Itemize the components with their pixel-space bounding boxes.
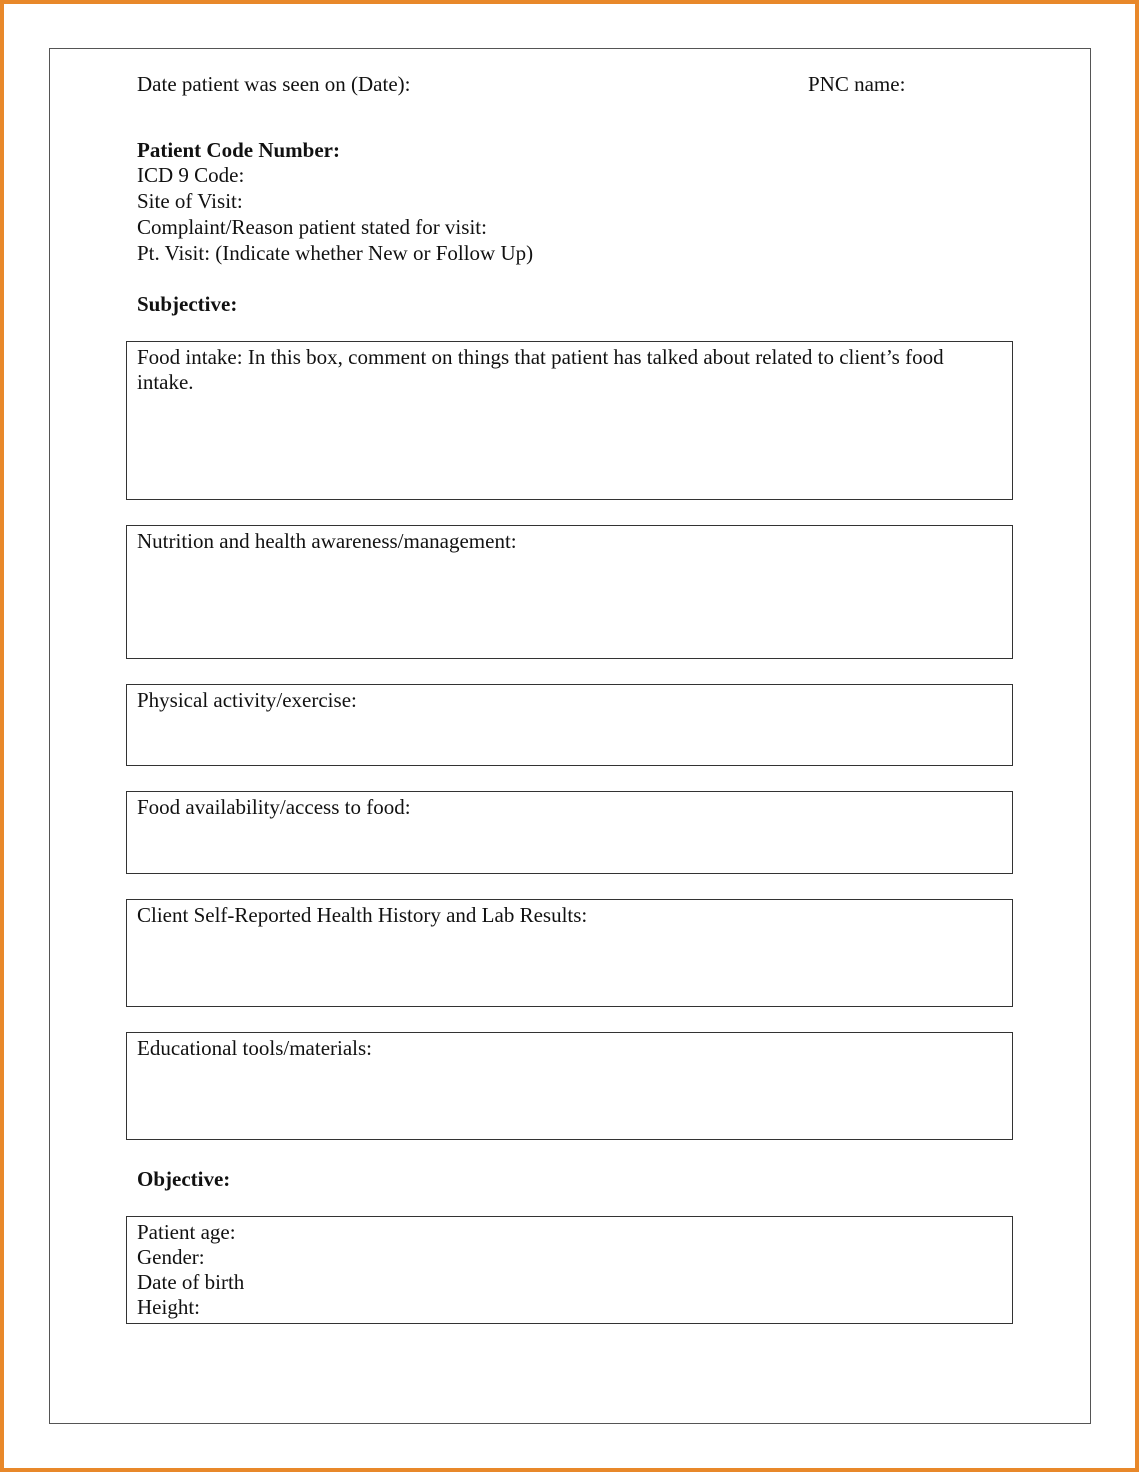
pnc-name-label: PNC name:	[808, 72, 906, 96]
nutrition-awareness-label: Nutrition and health awareness/management:	[137, 529, 517, 553]
height-label: Height:	[137, 1295, 200, 1319]
gender-label: Gender:	[137, 1245, 205, 1269]
subjective-heading: Subjective:	[137, 292, 238, 316]
complaint-label: Complaint/Reason patient stated for visit:	[137, 215, 487, 239]
food-intake-box[interactable]	[126, 341, 1013, 500]
educational-tools-box[interactable]	[126, 1032, 1013, 1140]
patient-age-label: Patient age:	[137, 1220, 236, 1244]
patient-code-number-label: Patient Code Number:	[137, 138, 340, 162]
physical-activity-box[interactable]	[126, 684, 1013, 766]
objective-box[interactable]	[126, 1216, 1013, 1324]
educational-tools-label: Educational tools/materials:	[137, 1036, 373, 1060]
site-of-visit-label: Site of Visit:	[137, 189, 243, 213]
food-availability-label: Food availability/access to food:	[137, 795, 411, 819]
visit-type-label: Pt. Visit: (Indicate whether New or Follow Up)	[137, 241, 534, 265]
health-history-box[interactable]	[126, 899, 1013, 1007]
nutrition-awareness-box[interactable]	[126, 525, 1013, 659]
physical-activity-label: Physical activity/exercise:	[137, 688, 357, 712]
date-seen-label: Date patient was seen on (Date):	[137, 72, 411, 96]
objective-heading: Objective:	[137, 1167, 231, 1191]
food-intake-label: Food intake: In this box, comment on things that patient has talked about related to client’s food intake.	[137, 345, 944, 394]
icd-code-label: ICD 9 Code:	[137, 163, 245, 187]
food-availability-box[interactable]	[126, 791, 1013, 874]
health-history-label: Client Self-Reported Health History and Lab Results:	[137, 903, 588, 927]
date-of-birth-label: Date of birth	[137, 1270, 245, 1294]
